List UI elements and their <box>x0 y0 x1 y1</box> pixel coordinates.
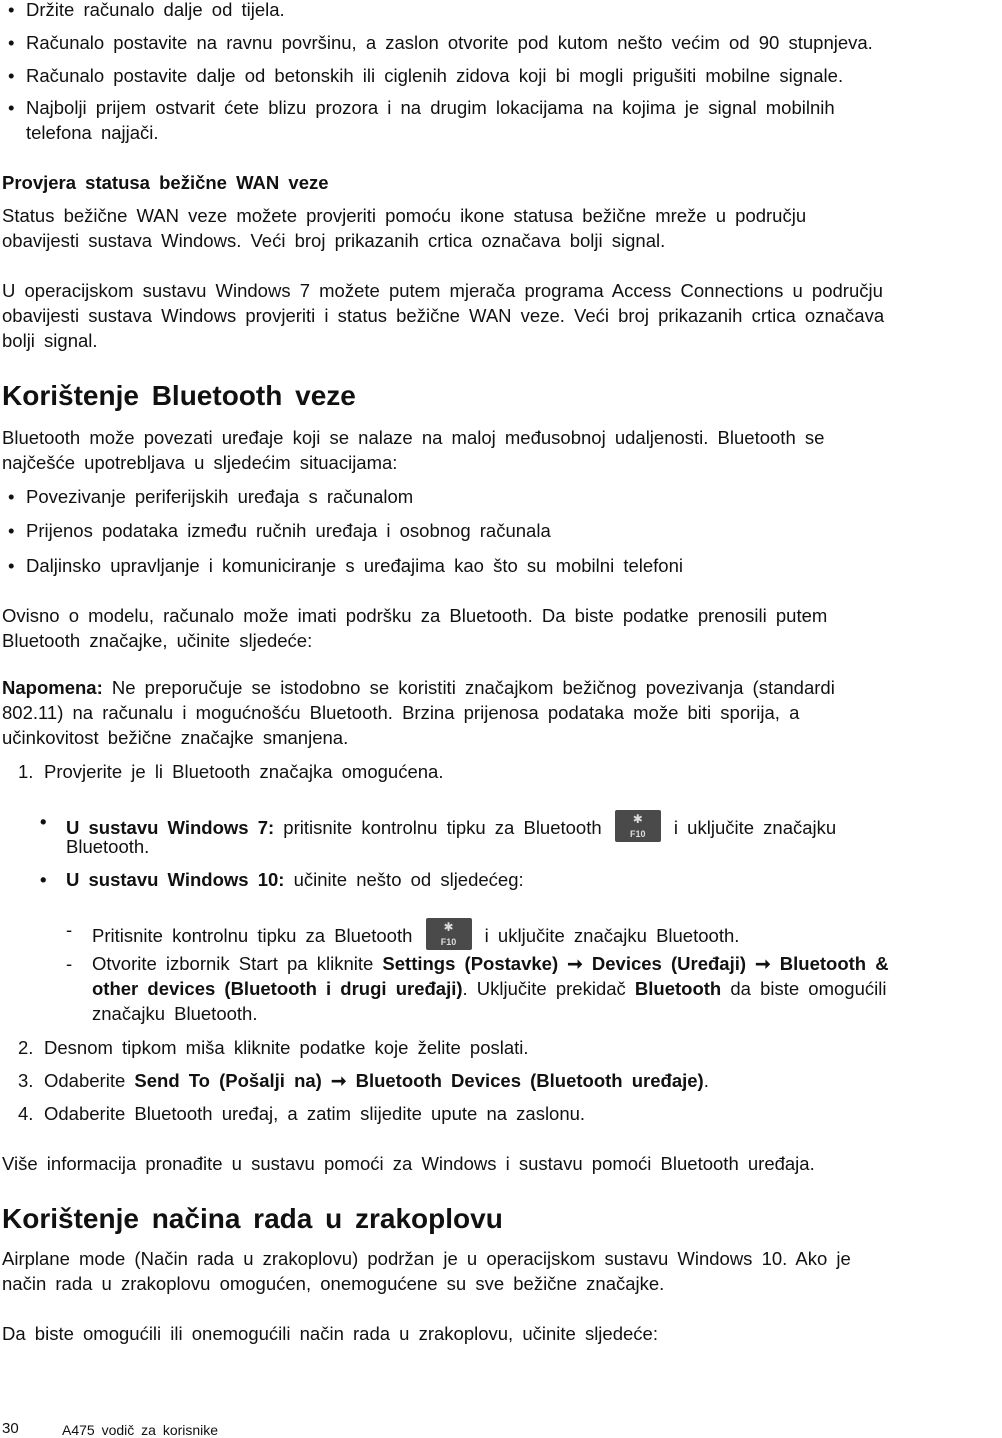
text: i uključite značajku <box>664 817 837 838</box>
text-line <box>2 304 884 328</box>
step-number: 1. <box>18 761 34 782</box>
text: Bluetooth. <box>66 836 150 857</box>
text: Računalo postavite na ravnu površinu, a zaslon otvorite pod kutom nešto većim od 90 stupnjeva. <box>26 32 873 53</box>
text: i uključite značajku Bluetooth. <box>475 925 740 946</box>
text-line <box>44 1036 529 1060</box>
text: Ne preporučuje se istodobno se koristiti značajkom bežičnog povezivanja (standardi <box>102 677 835 698</box>
text: Da biste omogućili ili onemogućili način rada u zrakoplovu, učinite sljedeće: <box>2 1323 658 1344</box>
text: Daljinsko upravljanje i komuniciranje s uređajima kao što su mobilni telefoni <box>26 555 683 576</box>
bullet-marker: • <box>8 555 15 576</box>
text: Bluetooth značajke, učinite sljedeće: <box>2 630 313 651</box>
text: Ovisno o modelu, računalo može imati podršku za Bluetooth. Da biste podatke prenosili putem <box>2 605 828 626</box>
text-line <box>44 1069 709 1093</box>
text: Najbolji prijem ostvarit ćete blizu prozora i na drugim lokacijama na kojima je signal mobilnih <box>26 97 835 118</box>
text-line <box>26 554 683 578</box>
bullet-marker: • <box>8 32 15 53</box>
text-line <box>44 1102 585 1126</box>
text-line <box>92 918 739 950</box>
text: učinite nešto od sljedećeg: <box>284 869 524 890</box>
bold-text: Send To (Pošalji na) ➞ Bluetooth Devices (Bluetooth uređaje) <box>134 1070 704 1091</box>
bullet-marker: • <box>8 0 15 20</box>
text-line <box>26 31 873 55</box>
bluetooth-f10-key-icon <box>615 810 661 842</box>
text: Korištenje Bluetooth veze <box>2 380 356 411</box>
bluetooth-icon: ✱ <box>443 920 454 934</box>
key-label: F10 <box>630 829 646 839</box>
text: Airplane mode (Način rada u zrakoplovu) podržan je u operacijskom sustavu Windows 10. Ako je <box>2 1248 851 1269</box>
bold-text: Provjera statusa bežične WAN veze <box>2 172 329 193</box>
bold-text: Settings (Postavke) ➞ Devices (Uređaji) ➞ Bluetooth & <box>382 953 889 974</box>
text: Korištenje načina rada u zrakoplovu <box>2 1203 503 1234</box>
text: Povezivanje periferijskih uređaja s računalom <box>26 486 414 507</box>
bold-text: U sustavu Windows 10: <box>66 869 285 890</box>
text-line <box>2 676 835 700</box>
text: pritisnite kontrolnu tipku za Bluetooth <box>274 817 611 838</box>
text-line <box>26 96 835 120</box>
text: Status bežične WAN veze možete provjeriti pomoću ikone statusa bežične mreže u području <box>2 205 807 226</box>
text: telefona najjači. <box>26 122 159 143</box>
text: značajku Bluetooth. <box>92 1003 258 1024</box>
text-line <box>2 451 397 475</box>
text-line <box>2 426 824 450</box>
text-line <box>2 171 329 195</box>
bold-text: other devices (Bluetooth i drugi uređaji) <box>92 978 463 999</box>
text-line <box>2 1247 851 1271</box>
text-line <box>2 629 312 653</box>
dash-marker: - <box>66 953 73 974</box>
text-line <box>2 1322 658 1346</box>
text-line <box>66 868 524 892</box>
text: Pritisnite kontrolnu tipku za Bluetooth <box>92 925 422 946</box>
text-line <box>26 0 285 22</box>
text-line <box>2 1152 815 1176</box>
text: . Uključite prekidač <box>462 978 635 999</box>
text: Odaberite Bluetooth uređaj, a zatim slijedite upute na zaslonu. <box>44 1103 586 1124</box>
text: Otvorite izbornik Start pa kliknite <box>92 953 383 974</box>
text: obavijesti sustava Windows. Veći broj prikazanih crtica označava bolji signal. <box>2 230 666 251</box>
text-line <box>66 810 836 842</box>
text-line <box>26 64 843 88</box>
bold-text: U sustavu Windows 7: <box>66 817 275 838</box>
text: U operacijskom sustavu Windows 7 možete putem mjerača programa Access Connections u području <box>2 280 883 301</box>
text: bolji signal. <box>2 330 98 351</box>
bold-text: Napomena: <box>2 677 103 698</box>
text-line <box>92 952 889 976</box>
text: . <box>703 1070 709 1091</box>
bullet-marker: • <box>40 869 47 890</box>
footer-title: A475 vodič za korisnike <box>62 1422 219 1438</box>
text-line <box>26 121 159 145</box>
text-line <box>44 760 443 784</box>
text-line <box>2 1272 664 1296</box>
bullet-marker: • <box>8 486 15 507</box>
text: Prijenos podataka između ručnih uređaja i osobnog računala <box>26 520 551 541</box>
bullet-marker: • <box>40 811 47 832</box>
text: učinkovitost bežične značajke smanjena. <box>2 727 349 748</box>
text: Računalo postavite dalje od betonskih ili ciglenih zidova koji bi mogli prigušiti mobilne signale. <box>26 65 844 86</box>
text-line <box>2 726 348 750</box>
bold-text: Bluetooth <box>634 978 722 999</box>
text-line <box>92 1002 257 1026</box>
bullet-marker: • <box>8 520 15 541</box>
text: Više informacija pronađite u sustavu pomoći za Windows i sustavu pomoći Bluetooth uređaja. <box>2 1153 815 1174</box>
dash-marker: - <box>66 919 73 940</box>
text: Bluetooth može povezati uređaje koji se nalaze na maloj međusobnoj udaljenosti. Bluetooth se <box>2 427 825 448</box>
text-line <box>2 279 883 303</box>
bullet-marker: • <box>8 97 15 118</box>
text: Odaberite <box>44 1070 135 1091</box>
text: Držite računalo dalje od tijela. <box>26 0 285 20</box>
key-label: F10 <box>440 937 457 947</box>
text: Provjerite je li Bluetooth značajka omogućena. <box>44 761 444 782</box>
text-line <box>66 835 149 859</box>
step-number: 3. <box>18 1070 34 1091</box>
text: najčešće upotrebljava u sljedećim situacijama: <box>2 452 398 473</box>
text-line <box>2 701 799 725</box>
page-number: 30 <box>2 1420 19 1437</box>
text: obavijesti sustava Windows provjeriti i status bežične WAN veze. Veći broj prikazanih crtica označava <box>2 305 885 326</box>
text: 802.11) na računalu i mogućnošću Bluetooth. Brzina prijenosa podataka može biti sporija, a <box>2 702 800 723</box>
section-heading <box>2 379 356 413</box>
text-line <box>26 519 551 543</box>
step-number: 4. <box>18 1103 34 1124</box>
text-line <box>92 977 886 1001</box>
text-line <box>2 204 806 228</box>
text: da biste omogućili <box>721 978 887 999</box>
bluetooth-icon: ✱ <box>632 812 643 826</box>
text: Desnom tipkom miša kliknite podatke koje želite poslati. <box>44 1037 529 1058</box>
bullet-marker: • <box>8 65 15 86</box>
text-line <box>2 329 98 353</box>
bluetooth-f10-key-icon <box>426 918 472 950</box>
text-line <box>26 485 413 509</box>
text-line <box>2 229 665 253</box>
text: način rada u zrakoplovu omogućen, onemogućene su sve bežične značajke. <box>2 1273 665 1294</box>
text-line <box>2 604 827 628</box>
section-heading <box>2 1202 503 1236</box>
step-number: 2. <box>18 1037 34 1058</box>
